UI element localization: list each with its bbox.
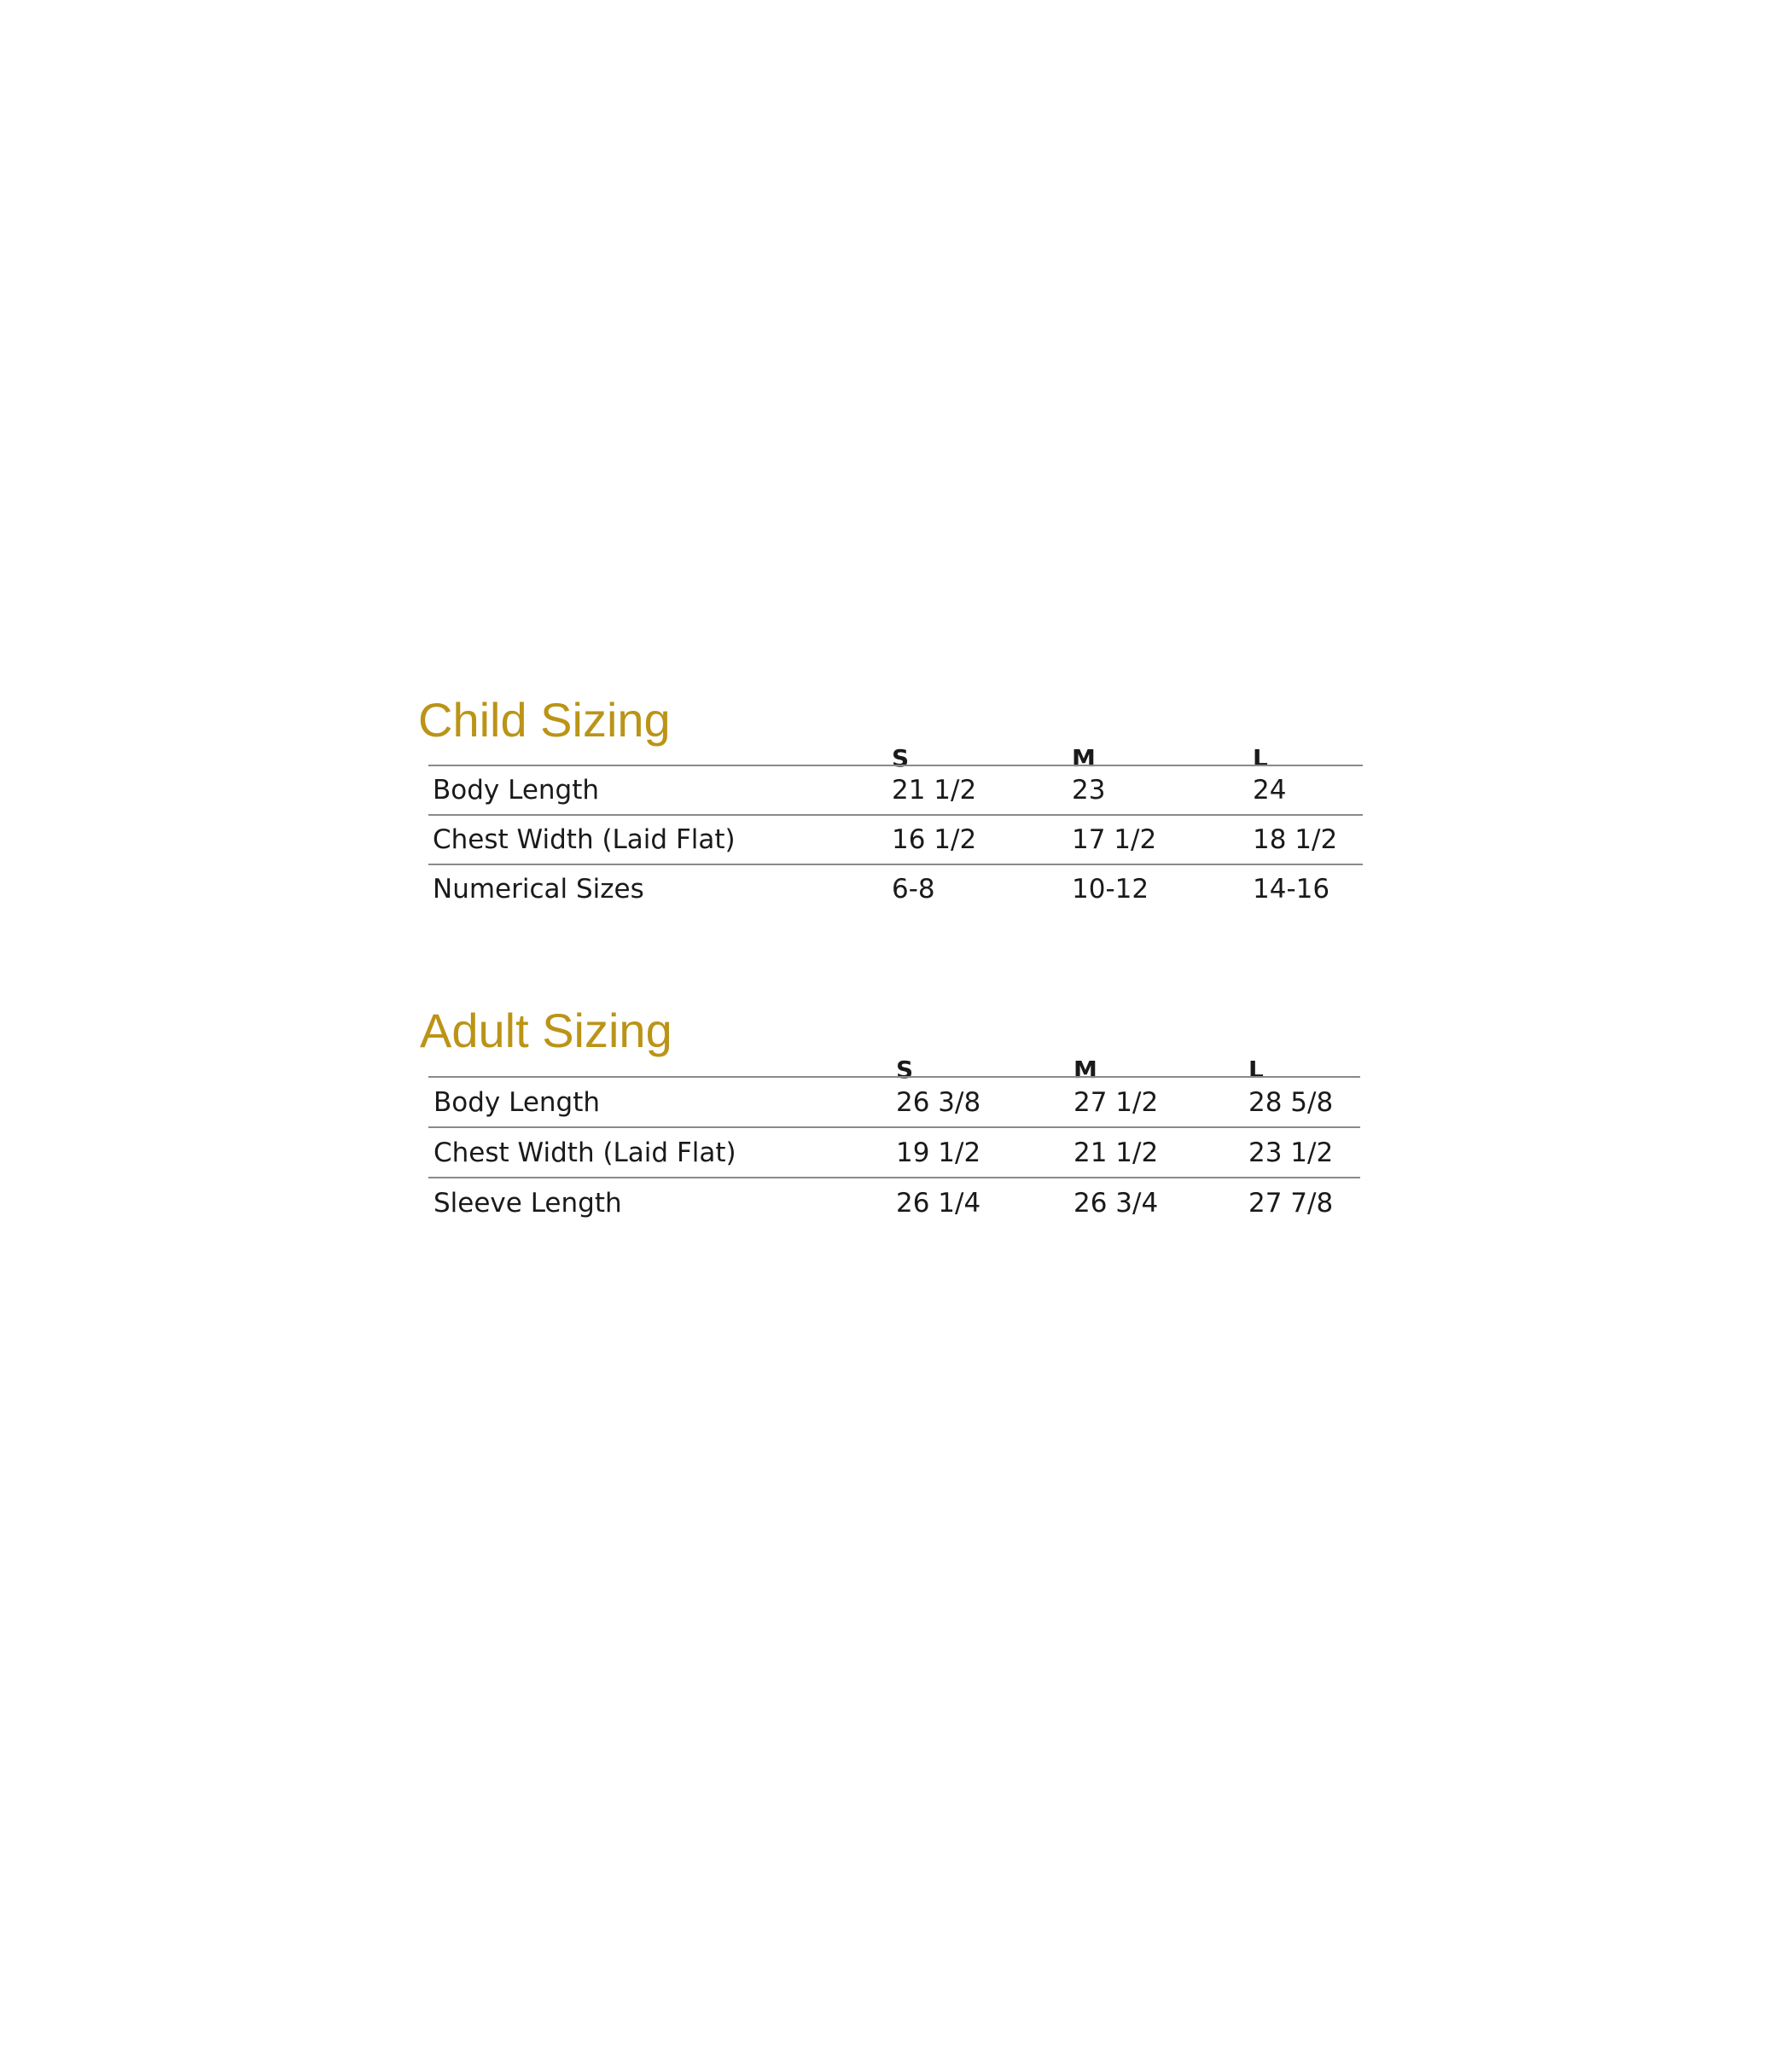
child-row-label-body-length: Body Length	[433, 775, 600, 806]
child-row-numerical-sizes-m: 10-12	[1072, 874, 1149, 905]
adult-row-sleeve-length-l: 27 7/8	[1248, 1188, 1334, 1219]
child-row-label-chest-width: Chest Width (Laid Flat)	[433, 824, 736, 855]
adult-row-label-chest-width: Chest Width (Laid Flat)	[433, 1137, 736, 1168]
child-row-chest-width-s: 16 1/2	[892, 824, 977, 855]
child-row-label-numerical-sizes: Numerical Sizes	[433, 874, 644, 905]
adult-row-body-length-s: 26 3/8	[896, 1087, 981, 1118]
adult-row-label-body-length: Body Length	[433, 1087, 601, 1118]
child-column-header-s: S	[892, 744, 910, 772]
child-row-divider	[428, 864, 1363, 865]
child-row-body-length-l: 24	[1253, 775, 1287, 806]
adult-column-header-l: L	[1248, 1056, 1264, 1084]
adult-row-sleeve-length-m: 26 3/4	[1073, 1188, 1159, 1219]
child-row-body-length-s: 21 1/2	[892, 775, 977, 806]
child-row-chest-width-m: 17 1/2	[1072, 824, 1157, 855]
child-column-header-m: M	[1072, 744, 1096, 772]
adult-sizing-title: Adult Sizing	[420, 1004, 672, 1057]
adult-row-chest-width-s: 19 1/2	[896, 1137, 981, 1168]
adult-row-divider	[428, 1126, 1360, 1128]
adult-column-header-m: M	[1073, 1056, 1097, 1084]
child-header-divider	[428, 765, 1363, 766]
adult-row-chest-width-l: 23 1/2	[1248, 1137, 1334, 1168]
adult-row-body-length-m: 27 1/2	[1073, 1087, 1159, 1118]
child-row-numerical-sizes-l: 14-16	[1253, 874, 1330, 905]
child-row-numerical-sizes-s: 6-8	[892, 874, 935, 905]
child-row-divider	[428, 814, 1363, 816]
adult-row-chest-width-m: 21 1/2	[1073, 1137, 1159, 1168]
adult-row-sleeve-length-s: 26 1/4	[896, 1188, 981, 1219]
child-sizing-title: Child Sizing	[418, 693, 671, 747]
adult-row-divider	[428, 1177, 1360, 1178]
adult-header-divider	[428, 1076, 1360, 1078]
child-row-body-length-m: 23	[1072, 775, 1106, 806]
adult-column-header-s: S	[896, 1056, 914, 1084]
adult-row-label-sleeve-length: Sleeve Length	[433, 1188, 622, 1219]
adult-row-body-length-l: 28 5/8	[1248, 1087, 1334, 1118]
child-row-chest-width-l: 18 1/2	[1253, 824, 1338, 855]
child-column-header-l: L	[1253, 744, 1268, 772]
